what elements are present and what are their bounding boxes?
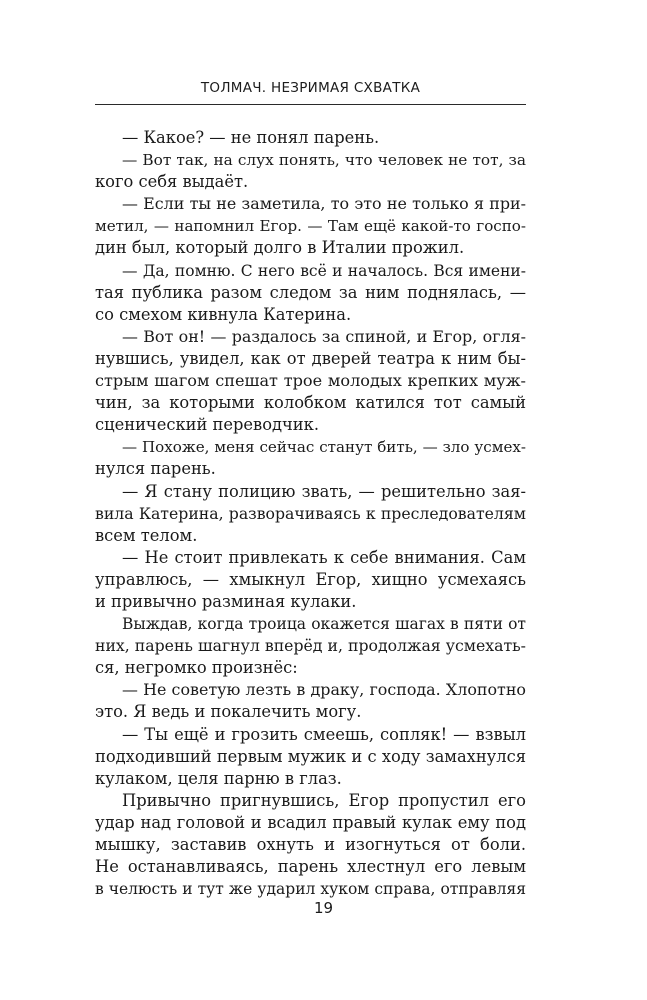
text-line: со смехом кивнула Катерина.: [95, 304, 352, 324]
text-line: — Если ты не заметила, то это не только я при-: [122, 194, 526, 214]
text-line: тая публика разом следом за ним поднялась, —: [95, 282, 526, 302]
text-line: Привычно пригнувшись, Егор пропустил его: [122, 790, 526, 810]
text-line: стрым шагом спешат трое молодых крепких муж-: [95, 371, 526, 391]
text-line: ся, негромко произнёс:: [95, 658, 298, 678]
page-number: 19: [313, 899, 334, 917]
text-line: — Ты ещё и грозить смеешь, сопляк! — взвыл: [122, 724, 526, 744]
text-line: всем телом.: [95, 525, 198, 545]
text-line: чин, за которыми колобком катился тот самый: [95, 393, 526, 413]
text-line: и привычно разминая кулаки.: [95, 591, 357, 611]
text-line: сценический переводчик.: [95, 415, 320, 435]
text-line: дин был, который долго в Италии прожил.: [95, 238, 465, 258]
text-line: метил, — напомнил Егор. — Там ещё какой-то госпо-: [95, 217, 526, 236]
text-line: — Похоже, меня сейчас станут бить, — зло усмех-: [122, 438, 526, 457]
text-line: нулся парень.: [95, 459, 216, 479]
text-line: — Не стоит привлекать к себе внимания. Сам: [122, 547, 526, 567]
text-line: них, парень шагнул вперёд и, продолжая усмехать-: [95, 636, 526, 656]
body-text: [95, 127, 526, 900]
text-line: — Я стану полицию звать, — решительно зая-: [122, 481, 526, 501]
text-line: — Не советую лезть в драку, господа. Хлопотно: [122, 680, 526, 700]
text-line: кулаком, целя парню в глаз.: [95, 768, 342, 788]
header-rule: [95, 104, 526, 105]
text-line: нувшись, увидел, как от дверей театра к ним бы-: [95, 348, 526, 368]
text-line: удар над головой и всадил правый кулак ему под: [95, 812, 526, 832]
text-line: Не останавливаясь, парень хлестнул его левым: [95, 857, 526, 877]
running-head: ТОЛМАЧ. НЕЗРИМАЯ СХВАТКА: [200, 80, 421, 96]
text-line: кого себя выдаёт.: [95, 172, 249, 192]
text-line: подходивший первым мужик и с ходу замахнулся: [95, 746, 526, 766]
text-line: — Вот так, на слух понять, что человек не тот, за: [122, 151, 526, 170]
text-line: — Какое? — не понял парень.: [122, 128, 380, 147]
text-line: мышку, заставив охнуть и изогнуться от боли.: [95, 835, 526, 854]
text-line: — Да, помню. С него всё и началось. Вся имени-: [122, 261, 526, 280]
text-line: Выждав, когда троица окажется шагах в пяти от: [122, 615, 526, 634]
text-line: вила Катерина, разворачиваясь к преследователям: [95, 503, 526, 523]
text-line: это. Я ведь и покалечить могу.: [95, 702, 362, 722]
text-line: — Вот он! — раздалось за спиной, и Егор, огля-: [122, 326, 526, 346]
text-line: управлюсь, — хмыкнул Егор, хищно усмехаясь: [95, 569, 526, 589]
text-line: в челюсть и тут же ударил хуком справа, отправляя: [95, 880, 526, 899]
